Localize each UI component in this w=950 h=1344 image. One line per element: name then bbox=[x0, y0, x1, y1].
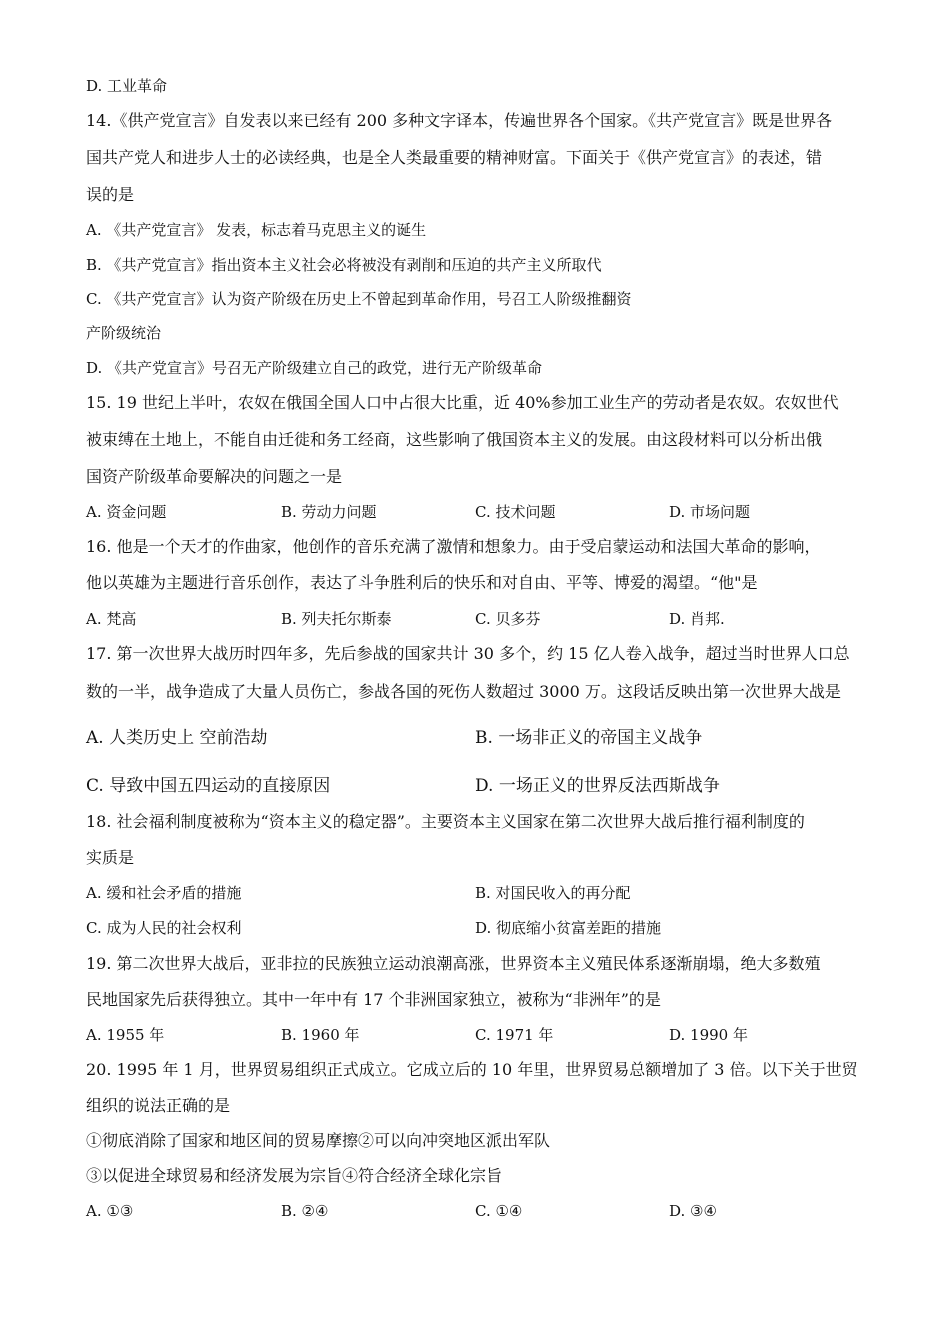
q19-option-a: A. 1955 年 bbox=[86, 1026, 165, 1044]
q15-option-c: C. 技术问题 bbox=[475, 503, 556, 521]
q20-statement-line-1: ①彻底消除了国家和地区间的贸易摩擦②可以向冲突地区派出军队 bbox=[86, 1131, 551, 1150]
q14-option-d: D. 《共产党宣言》号召无产阶级建立自己的政党，进行无产阶级革命 bbox=[86, 359, 543, 377]
q16-option-b: B. 列夫托尔斯泰 bbox=[281, 610, 392, 628]
q20-option-b: B. ②④ bbox=[281, 1202, 329, 1220]
q14-option-b: B. 《共产党宣言》指出资本主义社会必将被没有剥削和压迫的共产主义所取代 bbox=[86, 256, 602, 274]
q18-option-a: A. 缓和社会矛盾的措施 bbox=[86, 884, 242, 902]
q20-option-d: D. ③④ bbox=[669, 1202, 717, 1220]
q17-stem-line-2: 数的一半，战争造成了大量人员伤亡，参战各国的死伤人数超过 3000 万。这段话反映出第一次世界大战是 bbox=[86, 682, 841, 701]
q16-option-c: C. 贝多芬 bbox=[475, 610, 541, 628]
q20-stem-line-1: 20. 1995 年 1 月，世界贸易组织正式成立。它成立后的 10 年里，世界贸易总额增加了 3 倍。以下关于世贸 bbox=[86, 1060, 858, 1079]
q18-stem-line-2: 实质是 bbox=[86, 848, 135, 867]
q15-option-a: A. 资金问题 bbox=[86, 503, 167, 521]
q16-stem-line-1: 16. 他是一个天才的作曲家，他创作的音乐充满了激情和想象力。由于受启蒙运动和法国大革命的影响， bbox=[86, 537, 821, 556]
q15-stem-line-1: 15. 19 世纪上半叶，农奴在俄国全国人口中占很大比重，近 40%参加工业生产的劳动者是农奴。农奴世代 bbox=[86, 393, 839, 412]
q17-stem-line-1: 17. 第一次世界大战历时四年多，先后参战的国家共计 30 多个，约 15 亿人卷入战争，超过当时世界人口总 bbox=[86, 644, 850, 663]
q16-option-d: D. 肖邦. bbox=[669, 610, 725, 628]
q20-statement-line-2: ③以促进全球贸易和经济发展为宗旨④符合经济全球化宗旨 bbox=[86, 1166, 503, 1185]
q18-option-d: D. 彻底缩小贫富差距的措施 bbox=[475, 919, 662, 937]
q15-stem-line-2: 被束缚在土地上，不能自由迁徙和务工经商，这些影响了俄国资本主义的发展。由这段材料可以分析出俄 bbox=[86, 430, 823, 449]
q17-option-a: A. 人类历史上 空前浩劫 bbox=[86, 728, 268, 748]
q20-option-c: C. ①④ bbox=[475, 1202, 523, 1220]
q20-option-a: A. ①③ bbox=[86, 1202, 134, 1220]
q19-option-b: B. 1960 年 bbox=[281, 1026, 360, 1044]
q18-option-b: B. 对国民收入的再分配 bbox=[475, 884, 631, 902]
q14-stem-line-1: 14.《供产党宣言》自发表以来已经有 200 多种文字译本，传遍世界各个国家。《共产党宣言》既是世界各 bbox=[86, 111, 833, 130]
q14-stem-line-2: 国共产党人和进步人士的必读经典，也是全人类最重要的精神财富。下面关于《供产党宣言》的表述，错 bbox=[86, 148, 823, 167]
q19-stem-line-1: 19. 第二次世界大战后，亚非拉的民族独立运动浪潮高涨，世界资本主义殖民体系逐渐崩塌，绝大多数殖 bbox=[86, 954, 821, 973]
q16-option-a: A. 梵高 bbox=[86, 610, 137, 628]
q19-stem-line-2: 民地国家先后获得独立。其中一年中有 17 个非洲国家独立，被称为“非洲年”的是 bbox=[86, 990, 661, 1009]
q14-stem-line-3: 误的是 bbox=[86, 185, 135, 204]
q15-option-b: B. 劳动力问题 bbox=[281, 503, 377, 521]
q14-option-c-continued: 产阶级统治 bbox=[86, 324, 162, 342]
q17-option-c: C. 导致中国五四运动的直接原因 bbox=[86, 776, 331, 796]
q16-stem-line-2: 他以英雄为主题进行音乐创作，表达了斗争胜利后的快乐和对自由、平等、博爱的渴望。“他"是 bbox=[86, 573, 758, 592]
q17-option-b: B. 一场非正义的帝国主义战争 bbox=[475, 728, 703, 748]
q18-stem-line-1: 18. 社会福利制度被称为“资本主义的稳定器”。主要资本主义国家在第二次世界大战后推行福利制度的 bbox=[86, 812, 805, 831]
q20-stem-line-2: 组织的说法正确的是 bbox=[86, 1096, 231, 1115]
q13-option-d: D. 工业革命 bbox=[86, 77, 168, 95]
q19-option-d: D. 1990 年 bbox=[669, 1026, 748, 1044]
q14-option-c: C. 《共产党宣言》认为资产阶级在历史上不曾起到革命作用，号召工人阶级推翻资 bbox=[86, 290, 632, 308]
q19-option-c: C. 1971 年 bbox=[475, 1026, 554, 1044]
q18-option-c: C. 成为人民的社会权利 bbox=[86, 919, 242, 937]
q14-option-a: A. 《共产党宣言》 发表，标志着马克思主义的诞生 bbox=[86, 221, 427, 239]
q15-stem-line-3: 国资产阶级革命要解决的问题之一是 bbox=[86, 467, 343, 486]
q17-option-d: D. 一场正义的世界反法西斯战争 bbox=[475, 776, 720, 796]
q15-option-d: D. 市场问题 bbox=[669, 503, 751, 521]
